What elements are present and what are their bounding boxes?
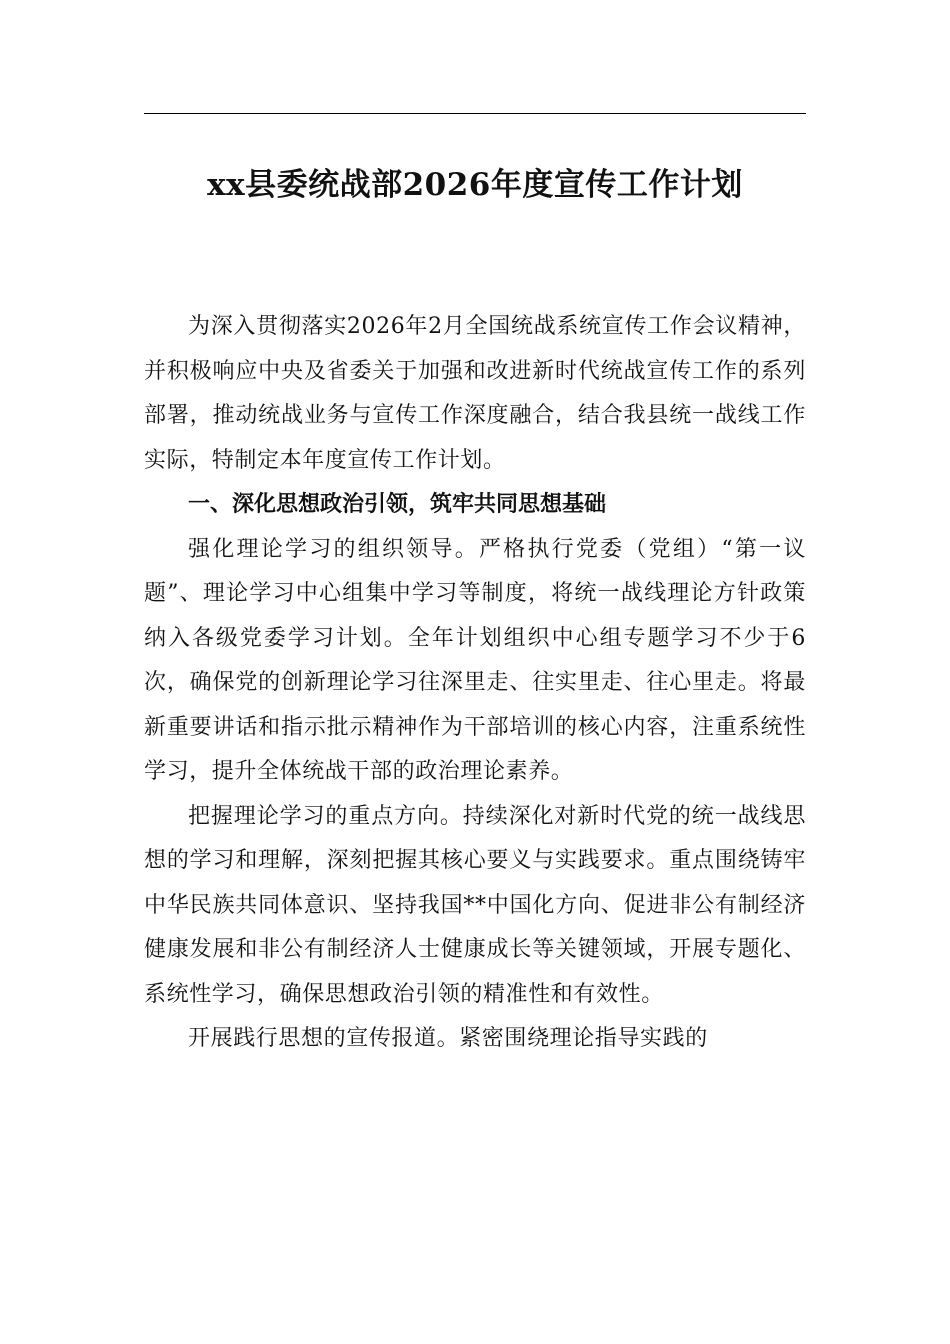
intro-paragraph: 为深入贯彻落实2026年2月全国统战系统宣传工作会议精神，并积极响应中央及省委关于加强和改进新时代统战宣传工作的系列部署，推动统战业务与宣传工作深度融合，结合我县统一战线工作实际，特制定本年度宣传工作计划。 xyxy=(144,314,806,473)
header-rule xyxy=(144,113,806,114)
document-body xyxy=(144,305,806,1062)
body-paragraph: 强化理论学习的组织领导。严格执行党委（党组）“第一议题”、理论学习中心组集中学习等制度，将统一战线理论方针政策纳入各级党委学习计划。全年计划组织中心组专题学习不少于6次，确保党的创新理论学习往深里走、往实里走、往心里走。将最新重要讲话和指示批示精神作为干部培训的核心内容，注重系统性学习，提升全体统战干部的政治理论素养。 xyxy=(144,536,806,784)
section-heading-1: 一、深化思想政治引领，筑牢共同思想基础 xyxy=(188,492,607,517)
body-paragraph: 把握理论学习的重点方向。持续深化对新时代党的统一战线思想的学习和理解，深刻把握其核心要义与实践要求。重点围绕铸牢中华民族共同体意识、坚持我国**中国化方向、促进非公有制经济健康发展和非公有制经济人士健康成长等关键领域，开展专题化、系统性学习，确保思想政治引领的精准性和有效性。 xyxy=(144,803,806,1007)
document-title: xx县委统战部2026年度宣传工作计划 xyxy=(207,167,743,203)
body-paragraph: 开展践行思想的宣传报道。紧密围绕理论指导实践的 xyxy=(188,1026,708,1051)
